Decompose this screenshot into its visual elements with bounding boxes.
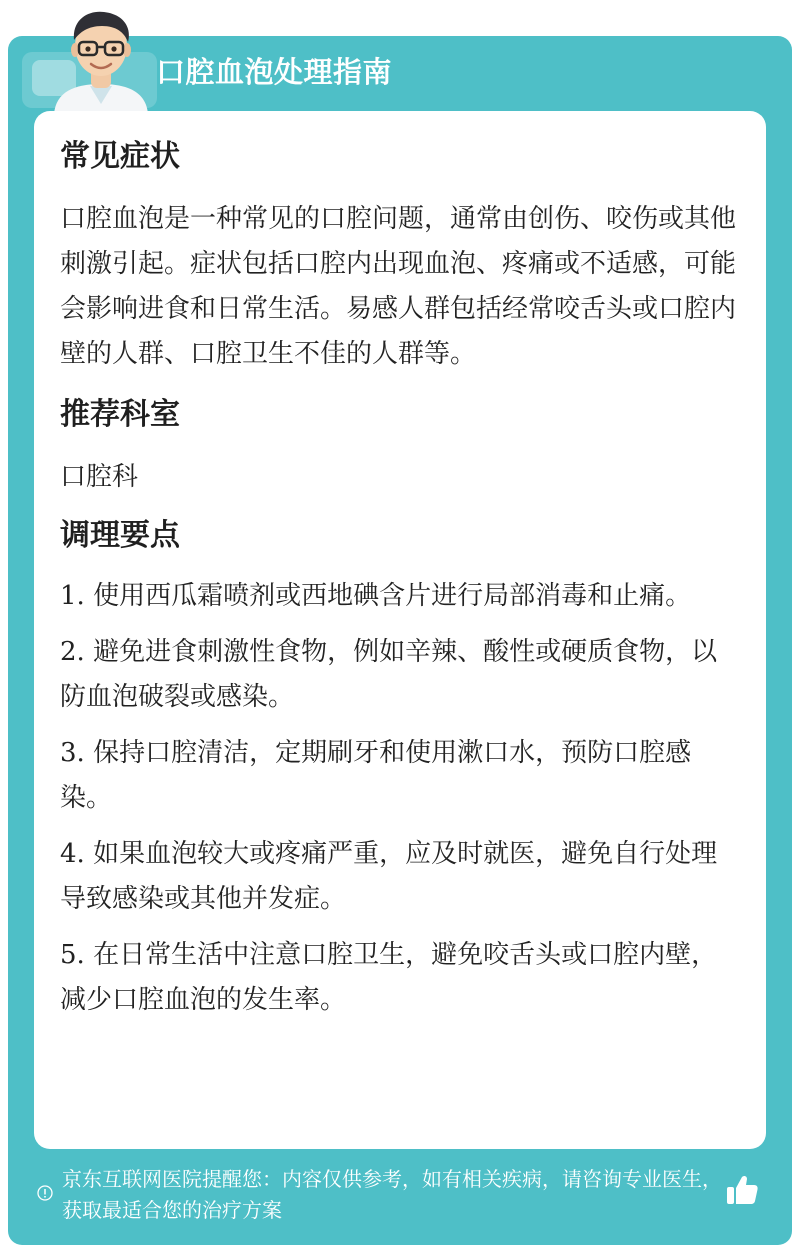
thumbs-up-icon[interactable]: [724, 1172, 760, 1208]
content-card: [34, 111, 766, 1149]
care-heading: 调理要点: [60, 518, 180, 553]
symptoms-text: 口腔血泡是一种常见的口腔问题，通常由创伤、咬伤或其他刺激引起。症状包括口腔内出现血泡、疼痛或不适感，可能会影响进食和日常生活。易感人群包括经常咬舌头或口腔内壁的人群、口腔卫生不佳的人群等。: [60, 204, 737, 369]
card-content: [60, 133, 740, 1034]
page-title: 口腔血泡处理指南: [156, 55, 393, 89]
department-text: 口腔科: [60, 462, 139, 492]
department-heading: 推荐科室: [60, 397, 180, 432]
care-item: 1. 使用西瓜霜喷剂或西地碘含片进行局部消毒和止痛。: [60, 581, 692, 611]
symptoms-heading: 常见症状: [60, 139, 180, 174]
care-item: 2. 避免进食刺激性食物，例如辛辣、酸性或硬质食物，以防血泡破裂或感染。: [60, 637, 718, 712]
care-item: 4. 如果血泡较大或疼痛严重，应及时就医，避免自行处理导致感染或其他并发症。: [60, 839, 718, 914]
doctor-avatar-icon: [46, 6, 156, 114]
care-list: [60, 574, 740, 1023]
info-icon: [37, 1185, 53, 1201]
footer-notice: 京东互联网医院提醒您：内容仅供参考，如有相关疾病，请咨询专业医生，获取最适合您的治疗方案: [62, 1167, 722, 1222]
care-item: 5. 在日常生活中注意口腔卫生，避免咬舌头或口腔内壁，减少口腔血泡的发生率。: [60, 940, 718, 1015]
care-item: 3. 保持口腔清洁，定期刷牙和使用漱口水，预防口腔感染。: [60, 738, 692, 813]
